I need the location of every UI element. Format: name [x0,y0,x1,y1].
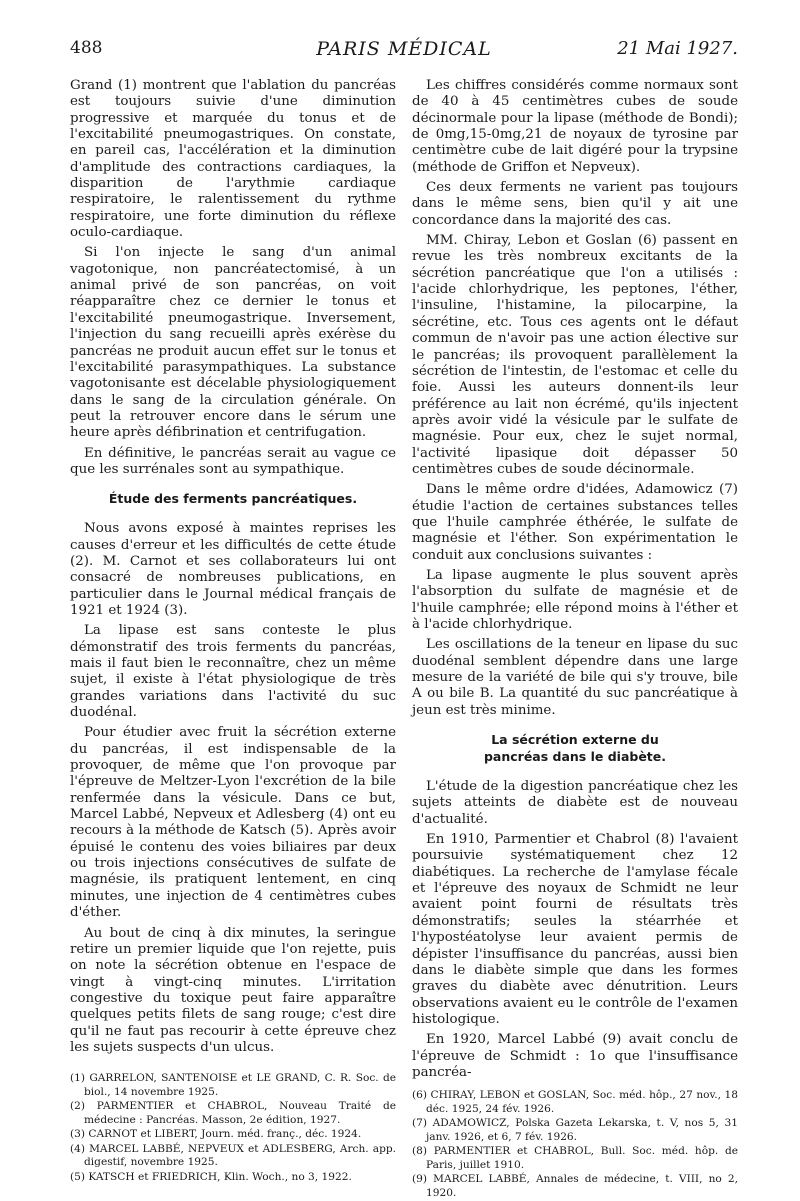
page-number: 488 [70,38,103,58]
paragraph: Dans le même ordre d'idées, Adamowicz (7) étudie l'action de certaines substances telles que l'huile camphrée éthérée, le sulfate de magnésie et l'éther. Son expérimentation le conduit aux conclusions suivantes : [412,482,738,563]
paragraph: Nous avons exposé à maintes reprises les causes d'erreur et les difficultés de cette étude (2). M. Carnot et ses collaborateurs lui ont consacré de nombreuses publications, en particulier dans le Journal médical français de 1921 et 1924 (3). [70,521,396,618]
footnote: (6) CHIRAY, LEBON et GOSLAN, Soc. méd. hôp., 27 nov., 18 déc. 1925, 24 fév. 1926. [412,1089,738,1115]
footnote: (8) PARMENTIER et CHABROL, Bull. Soc. méd. hôp. de Paris, juillet 1910. [412,1145,738,1171]
footnote: (1) GARRELON, SANTENOISE et LE GRAND, C. R. Soc. de biol., 14 novembre 1925. [70,1072,396,1098]
paragraph: La lipase augmente le plus souvent après l'absorption du sulfate de magnésie et de l'huile camphrée; elle répond moins à l'éther et à l'acide chlorhydrique. [412,567,738,632]
paragraph: En définitive, le pancréas serait au vague ce que les surrénales sont au sympathique. [70,445,396,477]
issue-date: 21 Mai 1927. [617,38,738,59]
page-header [70,38,738,68]
left-column [70,78,396,1185]
paragraph: L'étude de la digestion pancréatique chez les sujets atteints de diabète est de nouveau d'actualité. [412,779,738,827]
running-title: PARIS MÉDICAL [316,38,492,60]
footnote: (9) MARCEL LABBÉ, Annales de médecine, t. VIII, no 2, 1920. [412,1173,738,1199]
paragraph: MM. Chiray, Lebon et Goslan (6) passent en revue les très nombreux excitants de la sécrétion pancréatique que l'on a utilisés : l'acide chlorhydrique, les peptones, l'éther, l'insuline, l'histamine, la pilocarpine, la sécrétine, etc. Tous ces agents ont le défaut commun de n'avoir pas une action élective sur le pancréas; ils provoquent parallèlement la sécrétion de l'intestin, de l'estomac et celle du foie. Aussi les auteurs donnent-ils leur préférence au lait non écrémé, qu'ils injectent après avoir vidé la vésicule par le sulfate de magnésie. Pour eux, chez le sujet normal, l'activité lipasique doit dépasser 50 centimètres cubes de soude décinormale. [412,233,738,477]
paragraph: Si l'on injecte le sang d'un animal vagotonique, non pancréatectomisé, à un animal privé de son pancréas, on voit réapparaître chez ce dernier le tonus et l'excitabilité pneumogastrique. Inversement, l'injection du sang recueilli après exérèse du pancréas ne produit aucun effet sur le tonus et l'excitabilité parasympathiques. La substance vagotonisante est décelable physiologiquement dans le sang de la circulation générale. On peut la retrouver encore dans le sérum une heure après défibrination et centrifugation. [70,245,396,441]
footnote: (3) CARNOT et LIBERT, Journ. méd. franç., déc. 1924. [70,1128,362,1141]
footnote: (7) ADAMOWICZ, Polska Gazeta Lekarska, t. V, nos 5, 31 janv. 1926, et 6, 7 fév. 1926. [412,1117,738,1143]
paragraph: Au bout de cinq à dix minutes, la seringue retire un premier liquide que l'on rejette, puis on note la sécrétion obtenue en l'espace de vingt à vingt-cinq minutes. L'irritation congestive du toxique peut faire apparaître quelques petits filets de sang rouge; c'est dire qu'il ne faut pas recourir à cette épreuve chez les sujets suspects d'un ulcus. [70,925,396,1055]
right-column [412,78,738,1201]
section-heading: La sécrétion externe du pancréas dans le diabète. [483,732,667,765]
footnote: (4) MARCEL LABBÉ, NEPVEUX et ADLESBERG, Arch. app. digestif, novembre 1925. [70,1142,396,1169]
paragraph: En 1920, Marcel Labbé (9) avait conclu de l'épreuve de Schmidt : 1o que l'insuffisance pancréa- [412,1032,738,1080]
footnotes [412,1089,738,1200]
paragraph: Les oscillations de la teneur en lipase du suc duodénal semblent dépendre dans une large mesure de la variété de bile qui s'y trouve, bile A ou bile B. La quantité du suc pancréatique à jeun est très minime. [412,637,738,718]
section-heading: Étude des ferments pancréatiques. [108,491,358,507]
footnote: (5) KATSCH et FRIEDRICH, Klin. Woch., no 3, 1922. [70,1170,352,1183]
paragraph: La lipase est sans conteste le plus démonstratif des trois ferments du pancréas, mais il faut bien le reconnaître, chez un même sujet, il existe à l'état physiologique de très grandes variations dans l'activité du suc duodénal. [70,623,396,721]
paragraph: En 1910, Parmentier et Chabrol (8) l'avaient poursuivie systématiquement chez 12 diabétiques. La recherche de l'amylase fécale et l'épreuve des noyaux de Schmidt ne leur avaient point fourni de résultats très démonstratifs; seules la stéarrhée et l'hypostéatolyse leur avaient permis de dépister l'insuffisance du pancréas, aussi bien dans le diabète simple que dans les formes graves du diabète avec dénutrition. Leurs observations avaient eu le contrôle de l'examen histologique. [412,832,738,1027]
paragraph: Ces deux ferments ne varient pas toujours dans le même sens, bien qu'il y ait une concordance dans la majorité des cas. [412,180,738,228]
paragraph: Grand (1) montrent que l'ablation du pancréas est toujours suivie d'une diminution progressive et marquée du tonus et de l'excitabilité pneumogastriques. On constate, en pareil cas, l'accélération et la diminution d'amplitude des contractions cardiaques, la disparition de l'arythmie cardiaque respiratoire, le ralentissement du rythme respiratoire, une forte diminution du réflexe oculo-cardiaque. [70,78,396,241]
footnote: (2) PARMENTIER et CHABROL, Nouveau Traité de médecine : Pancréas. Masson, 2e édition, 1927. [70,1100,396,1126]
footnotes [70,1072,396,1184]
paragraph: Les chiffres considérés comme normaux sont de 40 à 45 centimètres cubes de soude décinormale pour la lipase (méthode de Bondi); de 0mg,15-0mg,21 de noyaux de tyrosine par centimètre cube de lait digéré pour la trypsine (méthode de Griffon et Nepveux). [412,78,738,175]
paragraph: Pour étudier avec fruit la sécrétion externe du pancréas, il est indispensable de la provoquer, de même que l'on provoque par l'épreuve de Meltzer-Lyon l'excrétion de la bile renfermée dans la vésicule. Dans ce but, Marcel Labbé, Nepveux et Adlesberg (4) ont eu recours à la méthode de Katsch (5). Après avoir épuisé le contenu des voies biliaires par deux ou trois injections consécutives de sulfate de magnésie, ils pratiquent lentement, en cinq minutes, une injection de 4 centimètres cubes d'éther. [70,725,396,921]
